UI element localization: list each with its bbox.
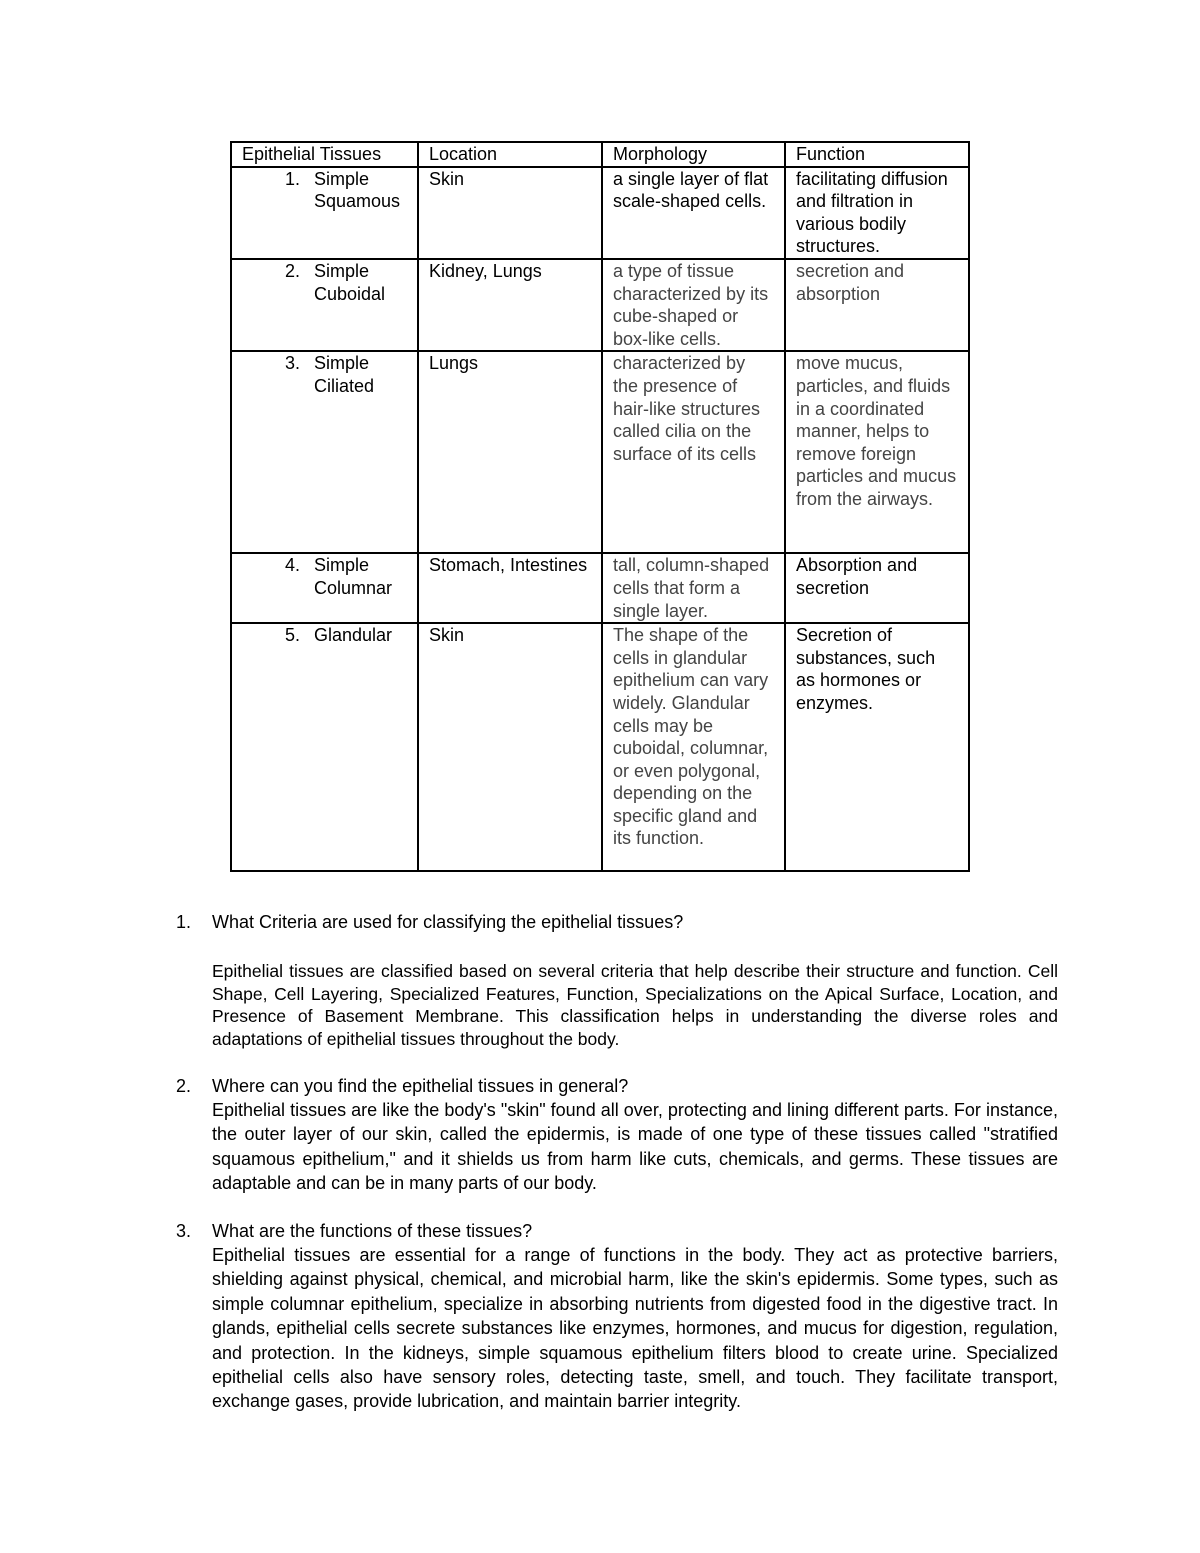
tissue-cell xyxy=(231,623,418,871)
table-header-row xyxy=(231,142,969,167)
answer-text: Epithelial tissues are like the body's "skin" found all over, protecting and lining different parts. For instance, the outer layer of our skin, called the epidermis, is made of one type of these tissues called "stratified squamous epithelium," and it shields us from harm like cuts, chemicals, and germs. These tissues are adaptable and can be in many parts of our body. xyxy=(212,1100,1058,1194)
question-text: What Criteria are used for classifying the epithelial tissues? xyxy=(212,912,684,932)
tissue-cell xyxy=(231,167,418,259)
table-row xyxy=(231,167,969,259)
tissue-number: 4. xyxy=(284,555,300,576)
tissue-cell xyxy=(231,259,418,351)
answer-text: Epithelial tissues are essential for a range of functions in the body. They act as protective barriers, shielding against physical, chemical, and microbial harm, like the skin's epidermis. Some types, such as simple columnar epithelium, specialize in absorbing nutrients from digested food in the digestive tract. In glands, epithelial cells secrete substances like enzymes, hormones, and mucus for digestion, regulation, and protection. In the kidneys, simple squamous epithelium filters blood to create urine. Specialized epithelial cells also have sensory roles, detecting taste, smell, and touch. They facilitate transport, exchange gases, provide lubrication, and maintain barrier integrity. xyxy=(212,1245,1058,1412)
function-cell: move mucus, particles, and fluids in a coordinated manner, helps to remove foreign particles and mucus from the airways. xyxy=(785,351,969,553)
location-cell: Kidney, Lungs xyxy=(418,259,602,351)
header-location: Location xyxy=(418,142,602,167)
tissue-number: 2. xyxy=(284,260,300,281)
function-cell: secretion and absorption xyxy=(785,259,969,351)
location-cell: Lungs xyxy=(418,351,602,553)
function-cell: Absorption and secretion xyxy=(785,553,969,623)
morphology-cell: The shape of the cells in glandular epithelium can vary widely. Glandular cells may be cuboidal, columnar, or even polygonal, depending on the specific gland and its function. xyxy=(602,623,785,871)
function-cell: Secretion of substances, such as hormones or enzymes. xyxy=(785,623,969,871)
header-epithelial-tissues: Epithelial Tissues xyxy=(231,142,418,167)
answer-text: Epithelial tissues are classified based on several criteria that help describe their structure and function. Cell Shape, Cell Layering, Specialized Features, Function, Specializations on the Apical Surface, Location, and Presence of Basement Membrane. This classification helps in understanding the diverse roles and adaptations of epithelial tissues throughout the body. xyxy=(212,961,1058,1049)
tissue-name: Simple Squamous xyxy=(314,168,401,212)
tissue-cell xyxy=(231,553,418,623)
header-morphology: Morphology xyxy=(602,142,785,167)
epithelial-tissues-table xyxy=(230,141,970,872)
function-cell: facilitating diffusion and filtration in various bodily structures. xyxy=(785,167,969,259)
question-number: 1. xyxy=(176,912,192,932)
question-text: What are the functions of these tissues? xyxy=(212,1221,533,1241)
location-cell: Stomach, Intestines xyxy=(418,553,602,623)
question-number: 3. xyxy=(176,1221,192,1241)
tissue-number: 5. xyxy=(284,625,300,646)
morphology-cell: a type of tissue characterized by its cube-shaped or box-like cells. xyxy=(602,259,785,351)
morphology-cell: tall, column-shaped cells that form a single layer. xyxy=(602,553,785,623)
tissue-name: Simple Ciliated xyxy=(314,353,375,396)
tissue-name: Glandular xyxy=(314,625,393,646)
tissue-name: Simple Columnar xyxy=(314,555,393,598)
morphology-cell: characterized by the presence of hair-like structures called cilia on the surface of its cells xyxy=(602,351,785,553)
table-row xyxy=(231,351,969,553)
header-function: Function xyxy=(785,142,969,167)
tissue-cell xyxy=(231,351,418,553)
question-number: 2. xyxy=(176,1076,192,1096)
morphology-cell: a single layer of flat scale-shaped cells. xyxy=(602,167,785,259)
table-row xyxy=(231,553,969,623)
location-cell: Skin xyxy=(418,167,602,259)
tissue-name: Simple Cuboidal xyxy=(314,260,386,304)
question-text: Where can you find the epithelial tissues in general? xyxy=(212,1076,629,1096)
table-row xyxy=(231,623,969,871)
location-cell: Skin xyxy=(418,623,602,871)
tissue-number: 1. xyxy=(284,168,300,189)
tissue-number: 3. xyxy=(284,353,300,374)
table-row xyxy=(231,259,969,351)
